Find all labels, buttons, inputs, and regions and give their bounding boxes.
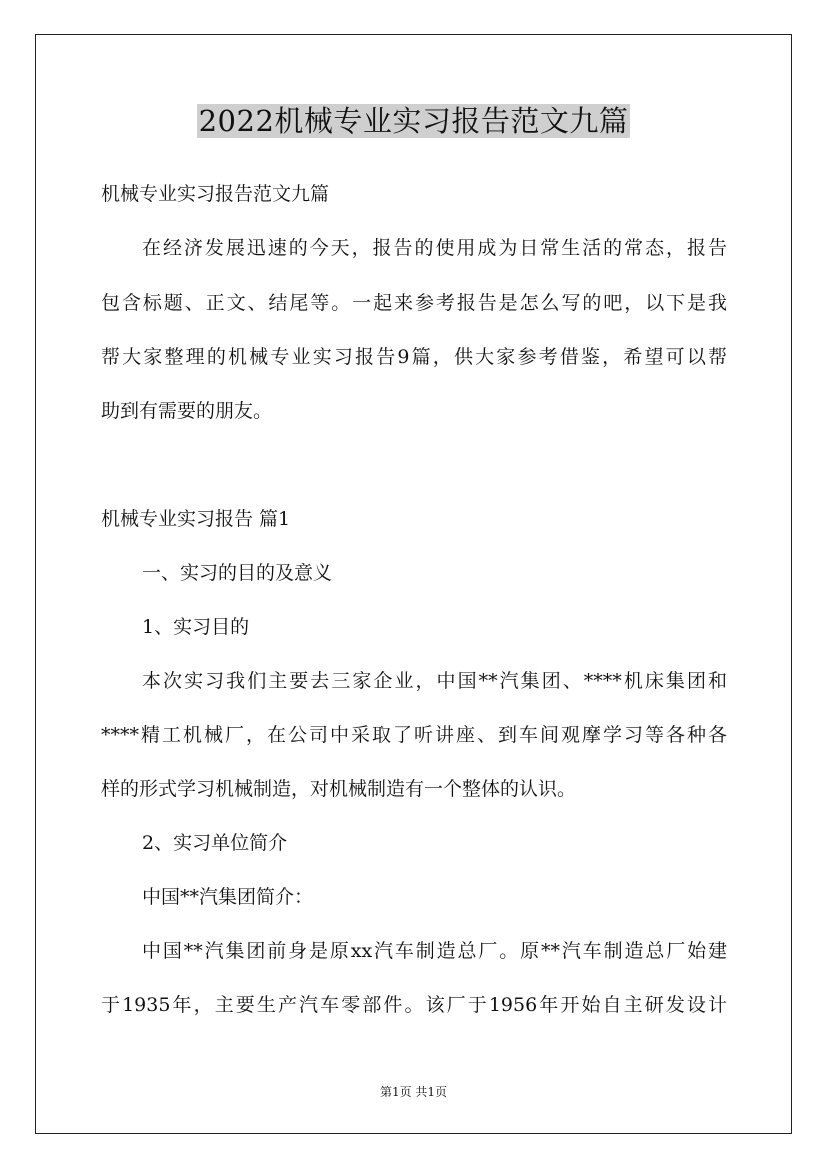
item-heading: 1、实习目的 (142, 616, 250, 638)
paragraph-line: 于1935年，主要生产汽车零部件。该厂于1956年开始自主研发设计 (101, 994, 727, 1016)
document-title-text: 2022机械专业实习报告范文九篇 (198, 104, 629, 138)
paragraph-line: 在经济发展迅速的今天，报告的使用成为日常生活的常态，报告 (142, 237, 727, 259)
page-number-footer: 第1页 共1页 (379, 1085, 448, 1099)
paragraph-line: 包含标题、正文、结尾等。一起来参考报告是怎么写的吧，以下是我 (101, 292, 727, 314)
item-heading: 2、实习单位简介 (142, 832, 288, 854)
paragraph-line: ****精工机械厂，在公司中采取了听讲座、到车间观摩学习等各种各 (101, 724, 727, 746)
paragraph-line: 样的形式学习机械制造，对机械制造有一个整体的认识。 (101, 778, 577, 800)
paragraph-line: 中国**汽集团简介： (142, 886, 314, 908)
document-title (0, 101, 827, 141)
paragraph-line: 助到有需要的朋友。 (101, 400, 273, 422)
subtitle-line: 机械专业实习报告范文九篇 (101, 183, 330, 205)
subsection-heading: 一、实习的目的及意义 (142, 562, 333, 584)
paragraph-line: 本次实习我们主要去三家企业，中国**汽集团、****机床集团和 (142, 670, 727, 692)
section-heading: 机械专业实习报告 篇1 (101, 508, 291, 530)
paragraph-line: 帮大家整理的机械专业实习报告9篇，供大家参考借鉴，希望可以帮 (101, 346, 727, 368)
paragraph-line: 中国**汽集团前身是原xx汽车制造总厂。原**汽车制造总厂始建 (142, 940, 727, 962)
